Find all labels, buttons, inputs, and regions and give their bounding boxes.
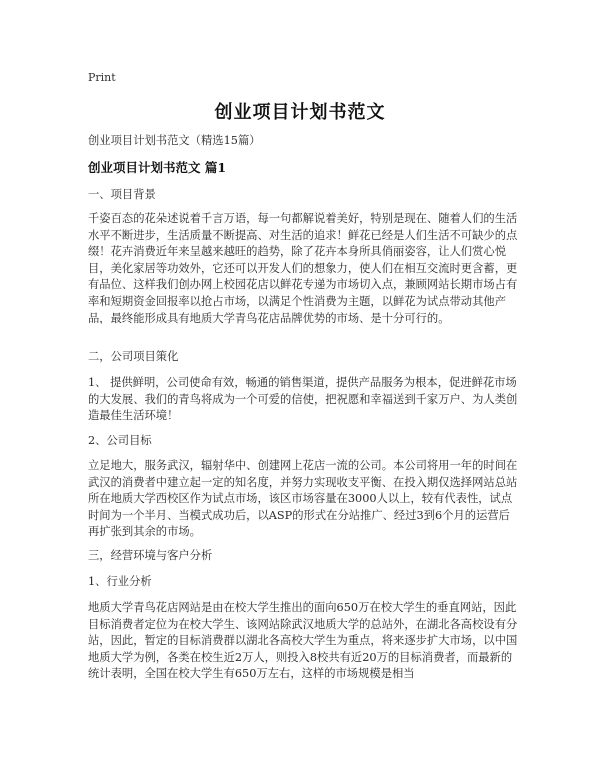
heading-industry: 1、行业分析 <box>88 575 152 588</box>
page-title: 创业项目计划书范文 <box>214 102 386 123</box>
paragraph-background: 千姿百态的花朵述说着千言万语，每一句都解说着美好，特别是现在、随着人们的生活水平不断进步，生活质量不断提高、对生活的追求！鲜花已经是人们生活不可缺少的点缀！花卉消费近年来呈越来越旺的趋势，除了花卉本身所具俏丽姿容，让人们赏心悦目，美化家居等功效外，它还可以开发人们的想象力，使人们在相互交流时更含蓄，更有品位、这样我们创办网上校园花店以鲜花专递为市场切入点，兼顾网站长期市场占有率和短期资金回报率以抢占市场，以满足个性消费为主题，以鲜花为试点带动其他产品，最终能形成具有地质大学青鸟花店品牌优势的市场、是十分可行的。 <box>88 212 518 324</box>
heading-environment: 三，经营环境与客户分析 <box>88 549 213 562</box>
heading-goal: 2、公司目标 <box>88 434 152 447</box>
paragraph-planning: 1、 提供鲜明，公司使命有效，畅通的销售渠道，提供产品服务为根本，促进鲜花市场的大发展、我们的青鸟将成为一个可爱的信使，把祝愿和幸福送到千家万户、为人类创造最佳生活环境！ <box>88 376 518 423</box>
section-title: 创业项目计划书范文 篇1 <box>88 160 227 175</box>
paragraph-goal: 立足地大，服务武汉，辐射华中、创建网上花店一流的公司。本公司将用一年的时间在武汉的消费者中建立起一定的知名度，并努力实现收支平衡、在投入期仅选择网站总站所在地质大学西校区作为试点市场，该区市场容量在3000人以上，较有代表性，试点时间为一个半月、当模式成功后，以ASP的形式在分站推广、经过3到6个月的运营后再扩张到其余的市场。 <box>88 459 518 539</box>
heading-background: 一、项目背景 <box>88 188 156 201</box>
document-subtitle: 创业项目计划书范文（精选15篇） <box>88 134 261 147</box>
print-label: Print <box>88 71 116 84</box>
heading-planning: 二，公司项目策化 <box>88 350 179 363</box>
paragraph-industry: 地质大学青鸟花店网站是由在校大学生推出的面向650万在校大学生的垂直网站，因此目标消费者定位为在校大学生、该网站除武汉地质大学的总站外，在湖北各高校设有分站，因此，暂定的目标消费群以湖北各高校大学生为重点，将来逐步扩大市场，以中国地质大学为例，各类在校生近2万人，则投入8校共有近20万的目标消费者，而最新的统计表明，全国在校大学生有650万左右，这样的市场规模是相当 <box>88 601 518 681</box>
